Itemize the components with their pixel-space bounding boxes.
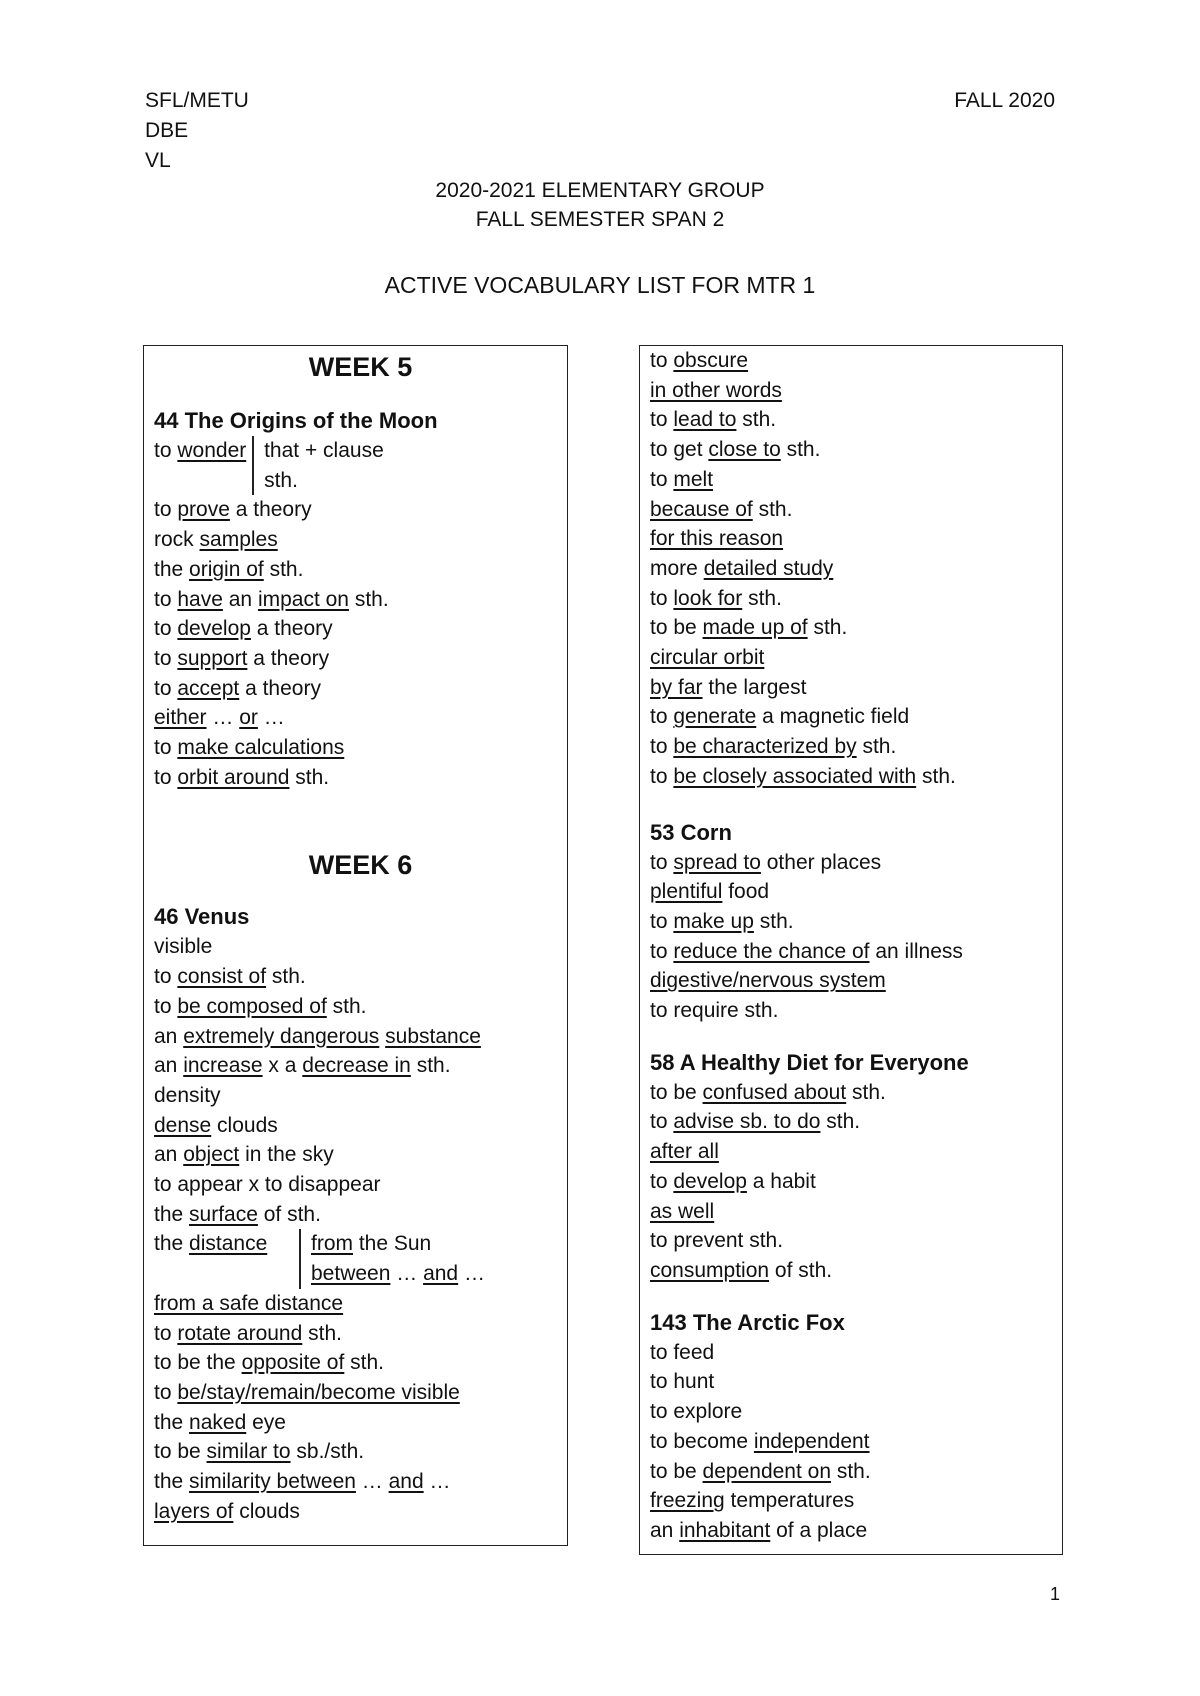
vocab-item: an object in the sky	[154, 1143, 334, 1167]
vocab-item: to accept a theory	[154, 676, 321, 700]
vocab-item: dense clouds	[154, 1113, 278, 1137]
vocab-item: digestive/nervous system	[650, 969, 886, 993]
vocab-item: to be characterized by sth.	[650, 735, 897, 759]
vocab-item: visible	[154, 935, 213, 959]
header-org	[145, 86, 249, 176]
vocab-item: circular orbit	[650, 646, 765, 670]
week-6-heading: WEEK 6	[308, 850, 413, 881]
title-line-1: 2020-2021 ELEMENTARY GROUP	[435, 179, 765, 202]
vocab-item: either … or …	[154, 706, 285, 730]
vocab-item: to prevent sth.	[650, 1229, 784, 1253]
vocab-item: to reduce the chance of an illness	[650, 939, 963, 963]
vocab-item: to spread to other places	[650, 850, 882, 874]
section-46-heading: 46 Venus	[154, 904, 250, 930]
vocab-item: to orbit around sth.	[154, 765, 330, 789]
vocab-item: density	[154, 1083, 221, 1107]
vocab-item: to rotate around sth.	[154, 1321, 342, 1345]
vocab-item: to make up sth.	[650, 909, 794, 933]
vocab-item: an extremely dangerous substance	[154, 1024, 481, 1048]
section-53-heading: 53 Corn	[650, 819, 732, 845]
vocab-item: plentiful food	[650, 880, 770, 904]
vocab-item: to be the opposite of sth.	[154, 1351, 385, 1375]
vocab-item: to obscure	[650, 349, 749, 372]
vocab-item: to be similar to sb./sth.	[154, 1440, 365, 1464]
vocab-item: the naked eye	[154, 1410, 286, 1434]
vocab-item: to appear x to disappear	[154, 1173, 381, 1197]
vocab-item: for this reason	[650, 527, 784, 551]
vocab-item: to develop a theory	[154, 617, 333, 641]
header-term: FALL 2020	[954, 89, 1055, 112]
vocab-item: the origin of sth.	[154, 557, 304, 581]
section-44-heading: 44 The Origins of the Moon	[154, 408, 438, 433]
vocab-item: to become independent	[650, 1429, 870, 1453]
vocab-item: the distance from the Sun between … and …	[154, 1229, 567, 1288]
page-number: 1	[1049, 1584, 1060, 1604]
section-143-heading: 143 The Arctic Fox	[650, 1309, 845, 1335]
list-title: ACTIVE VOCABULARY LIST FOR MTR 1	[384, 272, 816, 298]
header-org-line: DBE	[145, 119, 189, 142]
vocab-item: after all	[650, 1140, 719, 1164]
vocab-item: the similarity between … and …	[154, 1470, 451, 1494]
vocab-item: by far the largest	[650, 675, 807, 699]
vocab-item: to melt	[650, 467, 714, 491]
vocab-item: to develop a habit	[650, 1169, 816, 1193]
vocab-item: to be closely associated with sth.	[650, 764, 956, 788]
vocab-item: to be composed of sth.	[154, 994, 367, 1018]
header-org-line: SFL/METU	[145, 89, 249, 112]
vocab-item: rock samples	[154, 528, 278, 552]
section-58-heading: 58 A Healthy Diet for Everyone	[650, 1049, 969, 1075]
vocab-item: to generate a magnetic field	[650, 705, 910, 729]
vocab-item: because of sth.	[650, 497, 793, 521]
vocab-item: freezing temperatures	[650, 1489, 855, 1513]
document-title	[0, 176, 1200, 234]
vocab-item: from a safe distance	[154, 1291, 344, 1315]
vocab-item: to advise sb. to do sth.	[650, 1110, 861, 1134]
vocab-item: to have an impact on sth.	[154, 587, 389, 611]
vocab-item: to make calculations	[154, 736, 345, 760]
vocab-item: to consist of sth.	[154, 965, 306, 989]
title-line-2: FALL SEMESTER SPAN 2	[475, 208, 725, 231]
vocab-item: to support a theory	[154, 646, 330, 670]
vocab-item: more detailed study	[650, 556, 834, 580]
vocab-item: the surface of sth.	[154, 1202, 321, 1226]
vocab-item: to feed	[650, 1340, 715, 1364]
vocab-item: consumption of sth.	[650, 1258, 833, 1282]
vocab-item: to wonder that + clause sth.	[154, 436, 567, 495]
vocab-item: an inhabitant of a place	[650, 1518, 868, 1542]
vocab-item: to require sth.	[650, 999, 779, 1023]
week-5-heading: WEEK 5	[308, 352, 413, 382]
vocab-item: to be dependent on sth.	[650, 1459, 871, 1483]
left-column-box	[143, 345, 568, 1546]
vocab-item: to prove a theory	[154, 498, 312, 522]
vocab-item: to look for sth.	[650, 586, 782, 610]
vocab-item: an increase x a decrease in sth.	[154, 1054, 451, 1078]
vocab-item: to explore	[650, 1400, 743, 1424]
vocab-item: to hunt	[650, 1370, 715, 1394]
right-column-box	[639, 345, 1063, 1555]
vocab-item: to be/stay/remain/become visible	[154, 1380, 460, 1404]
vocab-item: in other words	[650, 378, 782, 402]
vocab-item: layers of clouds	[154, 1499, 300, 1523]
vocab-item: to be confused about sth.	[650, 1080, 886, 1104]
vocab-item: to get close to sth.	[650, 438, 821, 462]
header-org-line: VL	[145, 149, 171, 172]
vocab-item: to lead to sth.	[650, 408, 777, 432]
vocab-item: as well	[650, 1199, 715, 1223]
vocab-item: to be made up of sth.	[650, 616, 848, 640]
